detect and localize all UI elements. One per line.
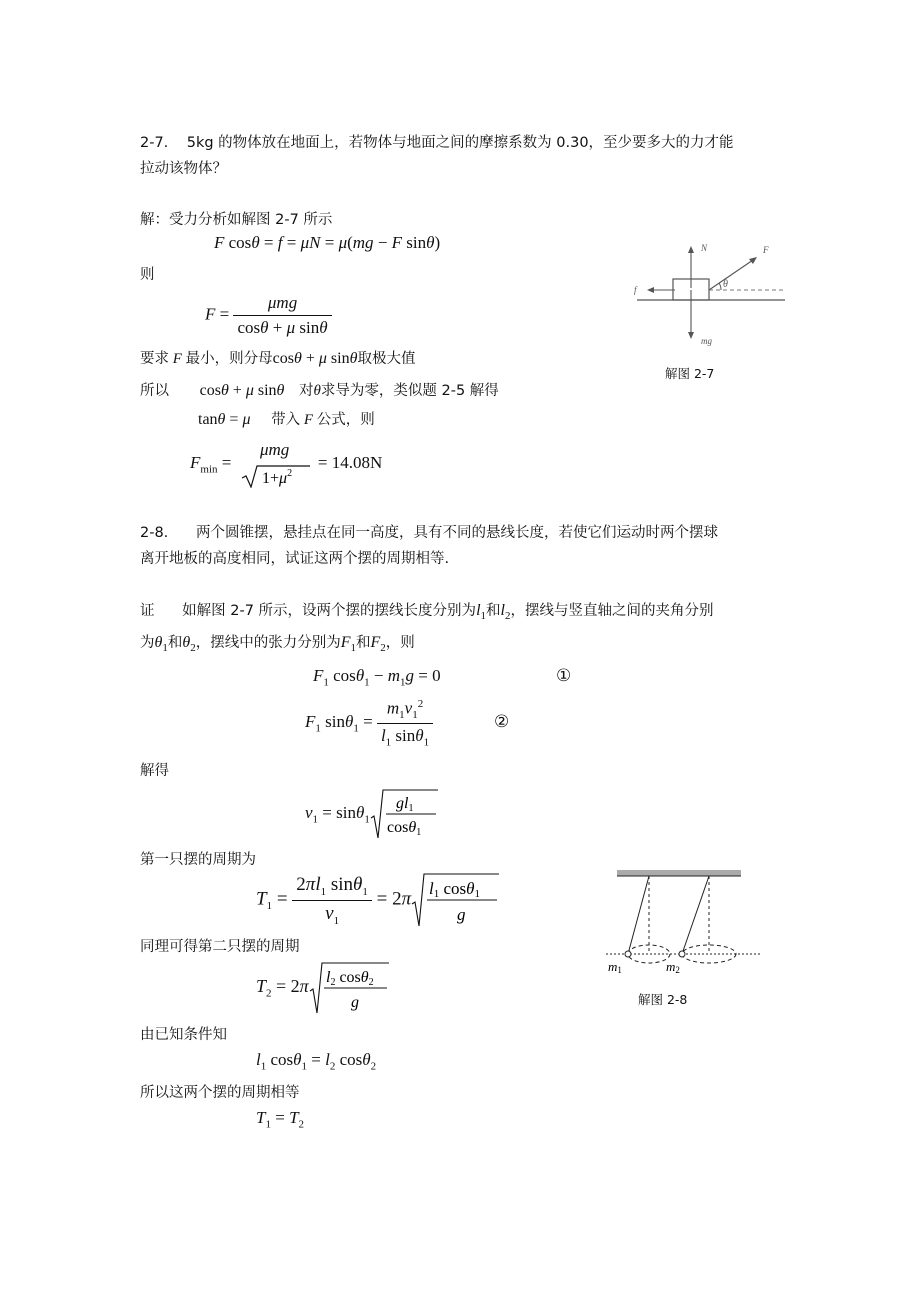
problem-number: 2-8. [140, 525, 169, 541]
first-period-label: 第一只摆的周期为 [140, 852, 256, 868]
svg-text:g: g [457, 905, 466, 924]
known-label: 由已知条件知 [140, 1027, 227, 1043]
svg-text:l2 cosθ2: l2 cosθ2 [325, 969, 374, 988]
svg-text:g: g [350, 994, 359, 1011]
force-diagram [625, 238, 795, 353]
pendulum-diagram [600, 866, 770, 976]
problem-2-8-line1 [140, 522, 718, 544]
equation-1: $F_1$ $\cos\theta_1 - m_1g = 0$ [313, 666, 441, 689]
equation-v1: $v_1 = \sin\theta_1$ gl1 cosθ1 [305, 788, 438, 840]
equation-known: $l_1$ $\cos\theta_1 = l_2$ cosθ$_2$ [256, 1050, 377, 1073]
sqrt-sign [411, 872, 499, 928]
proof-line2: 为$\theta_1$和$\theta_2$，摆线中的张力分别为$F_1$和$F_2$，则 [140, 634, 415, 655]
label-theta: θ [723, 279, 728, 290]
figure-2-7-caption: 解图 2-7 [665, 366, 715, 381]
equation-t1: $T_1$ = $\frac{2\pi l_1 \sin\theta_1}{v_1}$ = 2π l1 cosθ1 g [256, 872, 499, 928]
svg-text:l1 cosθ1: l1 cosθ1 [429, 879, 481, 900]
svg-text:gl1: gl1 [395, 795, 414, 814]
equation-2: $F_1$ sinθ$_1$ = $\frac{m_1v_1^2}{l_1 \sin\theta_1}$ [305, 698, 433, 748]
label-friction: f [634, 285, 637, 295]
require-line: 要求 F 最小，则分母cosθ + μ sinθ取极大值 [140, 350, 416, 367]
sqrt-sign [240, 464, 310, 488]
solved-label: 解得 [140, 763, 169, 779]
equation-2-marker: ② [494, 712, 510, 731]
svg-text:1+μ2: $1+\mu^2$ [261, 468, 292, 487]
solution-intro: 解：受力分析如解图 2-7 所示 [140, 212, 333, 228]
sqrt-sign [370, 788, 438, 840]
equation-t2: $T_2 = 2\pi$ l2 cosθ2 g [256, 961, 389, 1015]
problem-2-7-line1 [140, 132, 734, 154]
equation-friction: F cosθ = f = μN = μ(mg − F sinθ) [214, 233, 441, 252]
conclusion-label: 所以这两个摆的周期相等 [140, 1085, 300, 1101]
result-value: 14.08N [331, 452, 383, 472]
then-label: 则 [140, 267, 155, 283]
equation-fmin: $F_{min}$ = μmg $1+\mu^2$ = 14.08N [190, 440, 383, 487]
figure-2-7 [625, 238, 795, 353]
svg-text:cosθ1: cosθ1 [386, 819, 422, 838]
equation-1-marker: ① [556, 666, 572, 685]
equation-conclusion: $T_1 = T_2$ [256, 1108, 305, 1131]
problem-2-8-line2: 离开地板的高度相同，试证这两个摆的周期相等. [140, 551, 450, 567]
problem-2-7-line2: 拉动该物体？ [140, 161, 227, 177]
second-period-label: 同理可得第二只摆的周期 [140, 939, 300, 955]
problem-text: 两个圆锥摆，悬挂点在同一高度，具有不同的悬线长度，若使它们运动时两个摆球 [195, 525, 718, 541]
mass-label-1: m1 [608, 959, 622, 975]
sqrt-sign [309, 961, 389, 1015]
mass-label-2: m2 [666, 959, 680, 975]
tan-line: tanθ = μ 带入 F 公式，则 [198, 411, 375, 428]
equation-force: F = $\frac{\text{μmg}}{\text{cosθ + μ sinθ}}$ [205, 293, 332, 338]
label-f-applied: F [763, 245, 769, 255]
figure-2-8 [600, 866, 770, 976]
problem-text: 5kg 的物体放在地面上，若物体与地面之间的摩擦系数为 0.30，至少要多大的力才能 [186, 135, 734, 151]
figure-2-8-caption: 解图 2-8 [638, 992, 688, 1007]
problem-number: 2-7. [140, 135, 169, 151]
proof-line1: 证 如解图 2-7 所示，设两个摆的摆线长度分别为$l_1$和$l_2$，摆线与竖直轴之间的夹角分别 [140, 602, 714, 623]
so-line: 所以 cosθ + μ sinθ 对θ求导为零，类似题 2-5 解得 [140, 382, 499, 399]
label-n: N [701, 243, 708, 253]
label-mg: mg [701, 336, 712, 346]
